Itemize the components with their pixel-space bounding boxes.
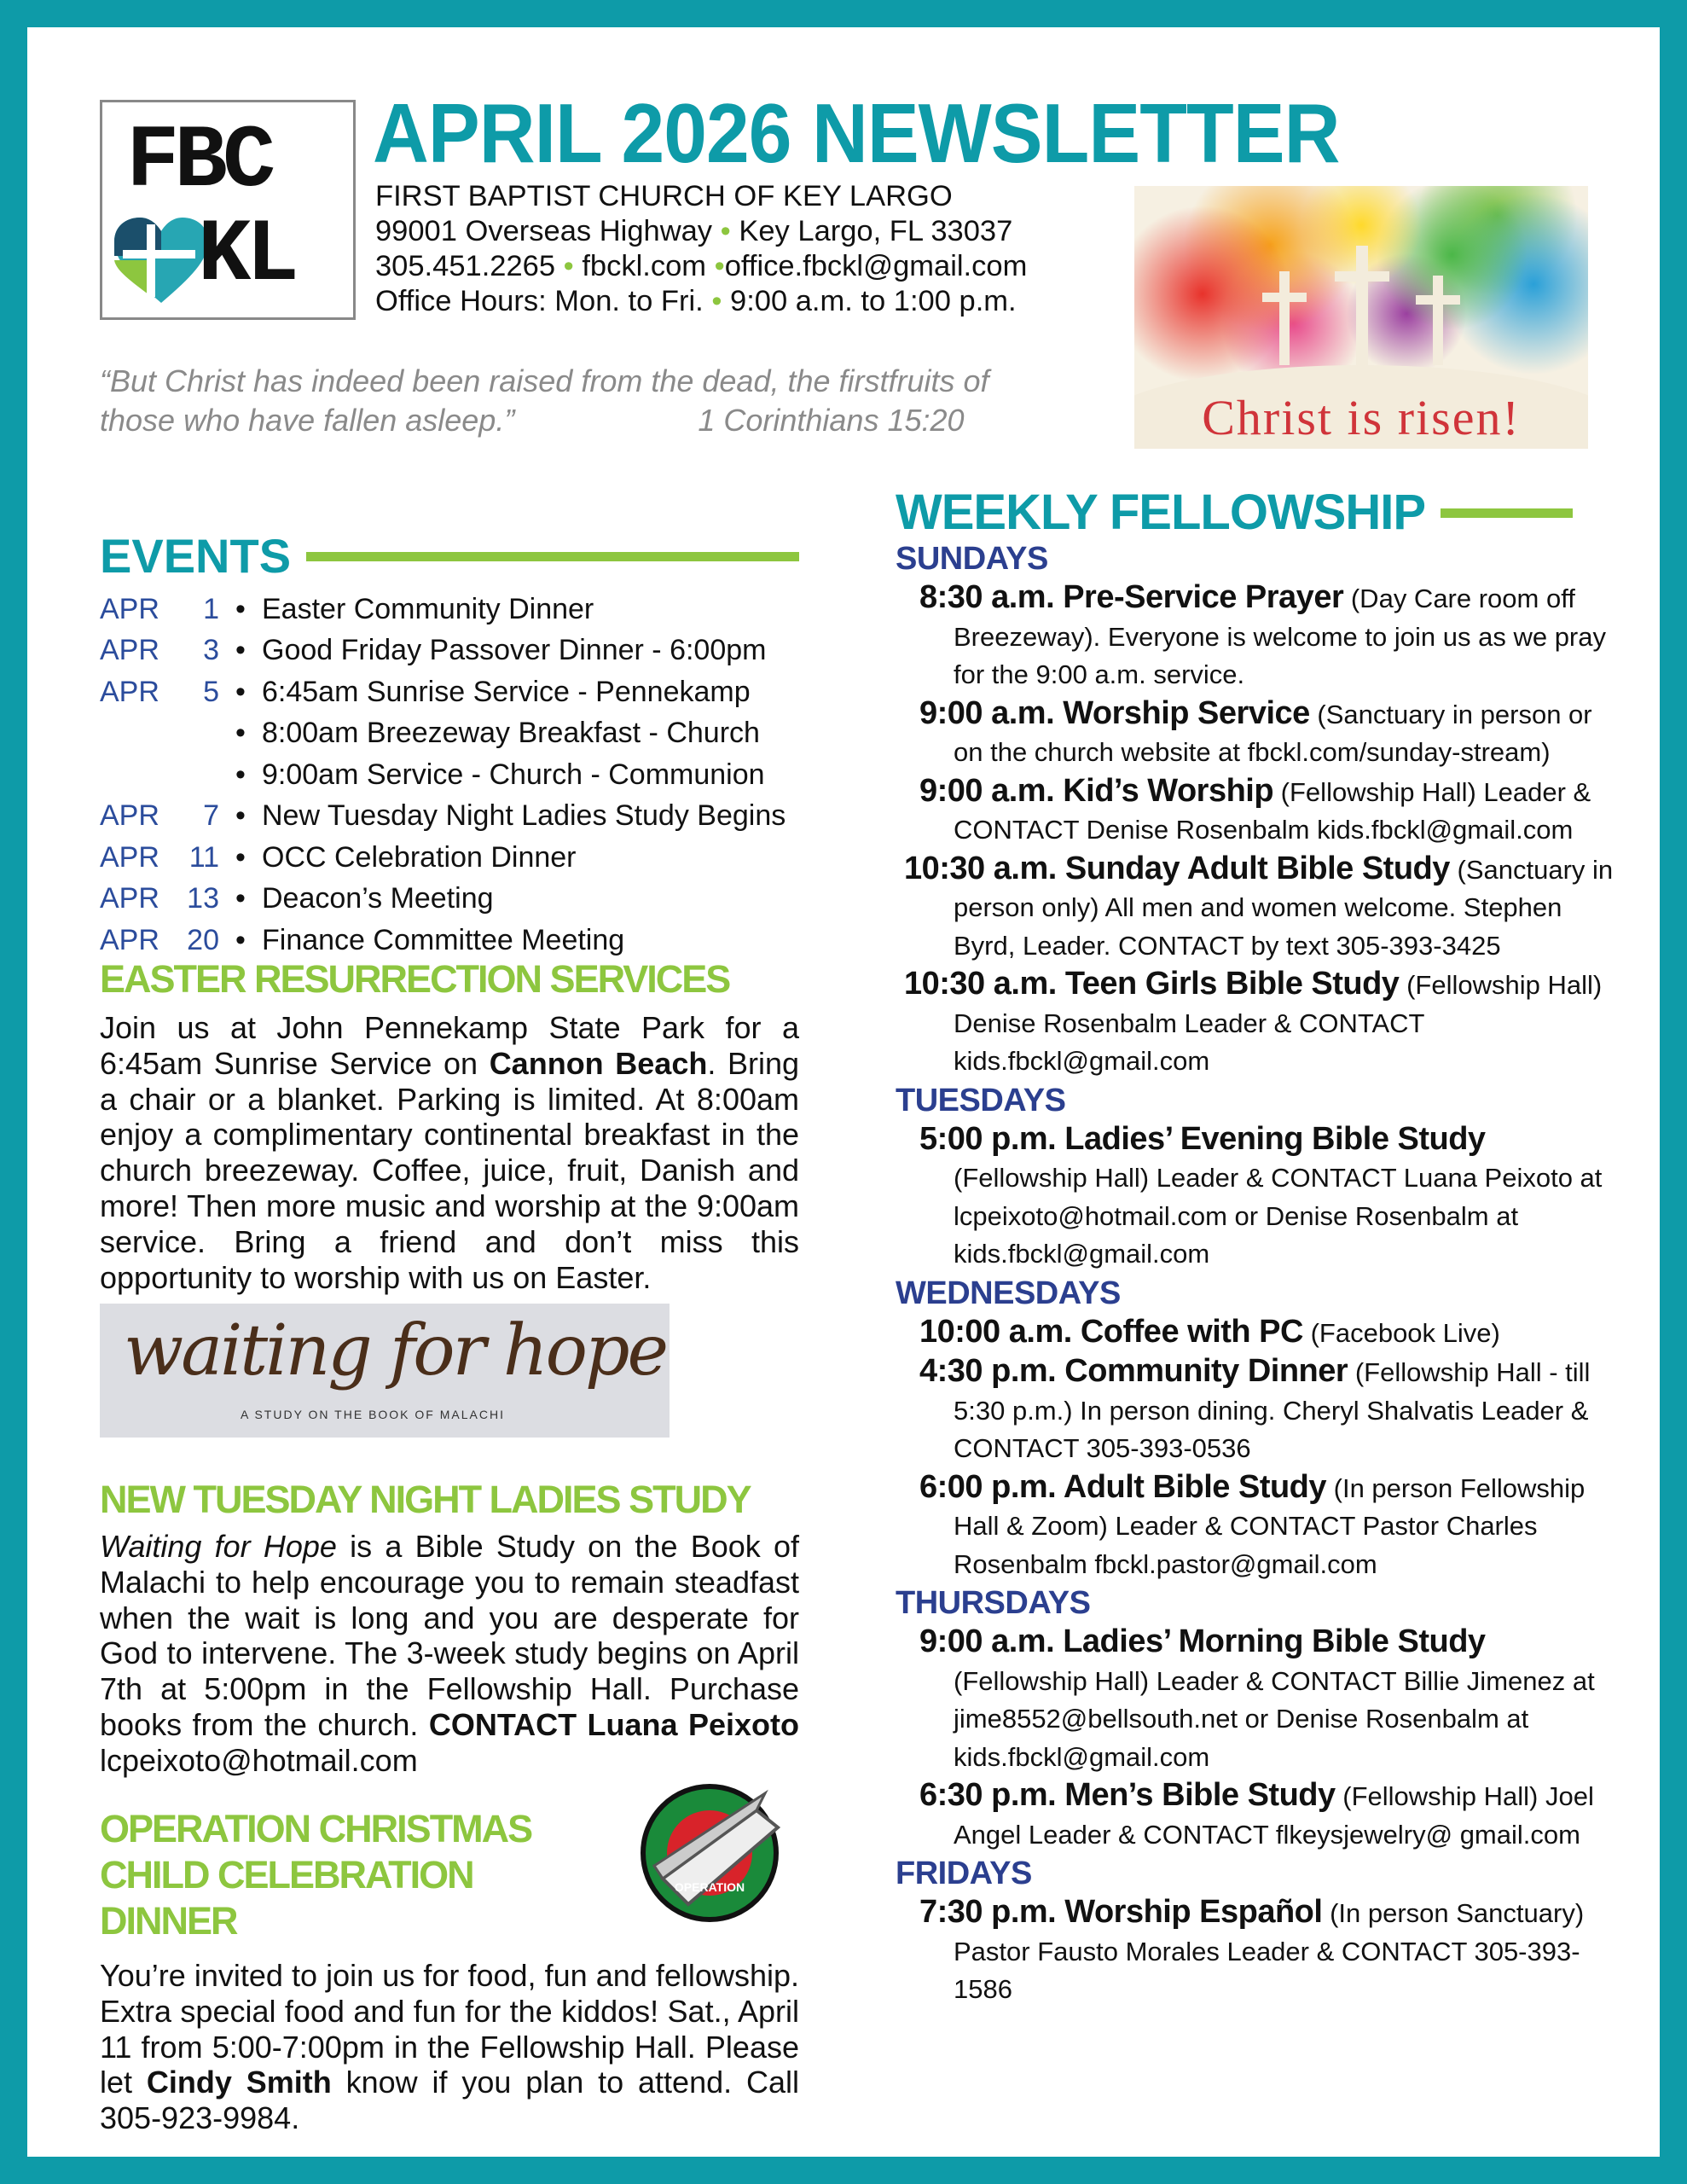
fellowship-item — [896, 1120, 1620, 1274]
event-row — [100, 796, 850, 838]
occ-heading: OPERATION CHRISTMAS — [100, 1807, 532, 1850]
event-day: 5 — [203, 675, 219, 708]
bullet: • — [235, 758, 246, 791]
fellowship-item — [896, 694, 1620, 772]
occ-text: You’re invited to join us for food, fun and fellowship. Extra special food and fun for the kiddos! Sat., April 11 from 5:00-7:00pm in the Fellowship Hall. Please let Cindy Smith know if you plan to attend. Call 305-923-9984. — [100, 1958, 799, 2136]
event-day: 13 — [187, 882, 219, 915]
item-detail: (Fellowship Hall) Joel Angel Leader & CONTACT flkeysjewelry@ gmail.com — [954, 1781, 1594, 1850]
bullet: • — [235, 592, 246, 625]
event-month: APR — [100, 840, 159, 874]
item-title: 7:30 p.m. Worship Español — [919, 1894, 1323, 1930]
scripture-quote — [100, 362, 989, 440]
bullet: • — [235, 923, 246, 956]
item-detail: (Sanctuary in person or on the church website at fbckl.com/sunday-stream) — [954, 699, 1592, 767]
item-detail: (Day Care room off Breezeway). Everyone is welcome to join us as we pray for the 9:00 a.m. service. — [954, 584, 1606, 689]
event-month: APR — [100, 799, 159, 833]
item-title: 10:30 a.m. Teen Girls Bible Study — [904, 966, 1400, 1002]
ladies-study-text: Waiting for Hope is a Bible Study on the Book of Malachi to help encourage you to remain steadfast when the wait is long and you are desperate for God to intervene. The 3-week study begins on April 7th at 5:00pm in the Fellowship Hall. Purchase books from the church. CONTACT Luana Peixoto lcpeixoto@hotmail.com — [100, 1529, 800, 1778]
event-month: APR — [100, 675, 159, 708]
event-month: APR — [100, 882, 159, 915]
email-link[interactable]: office.fbckl@gmail.com — [724, 250, 1028, 282]
easter-heading: EASTER RESURRECTION SERVICES — [100, 957, 730, 1001]
event-row — [100, 589, 850, 630]
item-title: 9:00 a.m. Ladies’ Morning Bible Study — [919, 1623, 1486, 1659]
day-heading: SUNDAYS — [896, 541, 1048, 577]
item-detail: (Fellowship Hall) Leader & CONTACT Billie Jimenez at jime8552@bellsouth.net or Denise Rosenbalm at kids.fbckl@gmail.com — [954, 1665, 1595, 1772]
three-crosses-icon — [1254, 237, 1475, 374]
newsletter-title: APRIL 2026 NEWSLETTER — [373, 86, 1340, 180]
bullet: • — [235, 840, 246, 874]
event-title: New Tuesday Night Ladies Study Begins — [262, 799, 786, 833]
events-heading: EVENTS — [100, 529, 292, 583]
event-day: 1 — [203, 592, 219, 625]
easter-text: Join us at John Pennekamp State Park for a 6:45am Sunrise Service on Cannon Beach. Bring a chair or a blanket. Parking is limited. At 8:00am enjoy a complimentary continental breakfast in the church breezeway. Coffee, juice, fruit, Danish and more! Then more music and worship at the 9:00am service. Bring a friend and don’t miss this opportunity to worship with us on Easter. — [100, 1010, 800, 1295]
bullet: • — [235, 882, 246, 915]
banner-script: waiting for hope — [124, 1310, 667, 1391]
svg-text:OPERATION: OPERATION — [674, 1880, 745, 1894]
fellowship-item — [896, 578, 1620, 694]
day-heading: WEDNESDAYS — [896, 1275, 1121, 1311]
image-caption: Christ is risen! — [1202, 390, 1521, 445]
church-contact-block: FIRST BAPTIST CHURCH OF KEY LARGO 99001 Overseas Highway • Key Largo, FL 33037 305.451.2265 • fbckl.com •office.fbckl@gmail.com Office Hours: Mon. to Fri. • 9:00 a.m. to 1:00 p.m. — [375, 180, 1028, 317]
event-day: 3 — [203, 634, 219, 667]
fellowship-item — [896, 1623, 1620, 1776]
event-title: Good Friday Passover Dinner - 6:00pm — [262, 634, 767, 667]
heart-cross-icon — [114, 218, 208, 307]
event-row — [100, 879, 850, 921]
bullet: • — [235, 634, 246, 667]
item-title: 4:30 p.m. Community Dinner — [919, 1353, 1348, 1389]
occ-heading: DINNER — [100, 1899, 237, 1943]
event-title: Finance Committee Meeting — [262, 923, 625, 956]
item-title: 5:00 p.m. Ladies’ Evening Bible Study — [919, 1120, 1486, 1157]
item-title: 6:00 p.m. Adult Bible Study — [919, 1468, 1327, 1505]
fellowship-item — [896, 1468, 1620, 1584]
event-row — [100, 630, 850, 672]
item-detail: (Fellowship Hall - till 5:30 p.m.) In person dining. Cheryl Shalvatis Leader & CONTACT 305-393-0536 — [954, 1357, 1591, 1463]
item-detail: (Fellowship Hall) Leader & CONTACT Luana Peixoto at lcpeixoto@hotmail.com or Denise Rosenbalm at kids.fbckl@gmail.com — [954, 1163, 1603, 1269]
hours-label: Office Hours: Mon. to Fri. — [375, 285, 704, 317]
fellowship-item — [896, 772, 1620, 850]
church-name: FIRST BAPTIST CHURCH OF KEY LARGO — [375, 180, 953, 212]
item-title: 10:00 a.m. Coffee with PC — [919, 1313, 1303, 1350]
event-row — [100, 713, 850, 755]
weekly-fellowship-section — [896, 485, 1620, 2009]
fellowship-item — [896, 1352, 1620, 1468]
event-day: 11 — [188, 840, 219, 874]
event-title: OCC Celebration Dinner — [262, 840, 577, 874]
ladies-study-section — [100, 1478, 799, 1779]
event-row — [100, 837, 850, 879]
quote-reference: 1 Corinthians 15:20 — [698, 403, 965, 438]
fellowship-item — [896, 1893, 1620, 2009]
ladies-study-heading: NEW TUESDAY NIGHT LADIES STUDY — [100, 1478, 751, 1521]
event-row — [100, 754, 850, 796]
quote-line: “But Christ has indeed been raised from the dead, the firstfruits of — [100, 363, 989, 398]
fellowship-item — [896, 965, 1620, 1081]
fellowship-item — [896, 1776, 1620, 1854]
day-heading: FRIDAYS — [896, 1856, 1032, 1891]
event-row — [100, 920, 850, 961]
waiting-for-hope-banner — [100, 1304, 670, 1438]
bullet: • — [235, 675, 246, 708]
event-title: Easter Community Dinner — [262, 592, 594, 625]
event-row — [100, 671, 850, 713]
website-link[interactable]: fbckl.com — [582, 250, 707, 282]
item-detail: (In person Fellowship Hall & Zoom) Leader & CONTACT Pastor Charles Rosenbalm fbckl.pastor@gmail.com — [954, 1472, 1586, 1579]
operation-christmas-child-logo — [629, 1776, 799, 1926]
church-logo: FBC KL — [100, 100, 356, 320]
item-title: 10:30 a.m. Sunday Adult Bible Study — [904, 850, 1450, 886]
city: Key Largo, FL 33037 — [739, 215, 1013, 247]
day-heading: THURSDAYS — [896, 1585, 1091, 1621]
event-month: APR — [100, 634, 159, 667]
easter-section — [100, 957, 799, 1295]
address: 99001 Overseas Highway — [375, 215, 713, 247]
newsletter-page — [27, 27, 1660, 2157]
hours: 9:00 a.m. to 1:00 p.m. — [730, 285, 1017, 317]
item-detail: (Facebook Live) — [1302, 1317, 1500, 1348]
item-detail: (Fellowship Hall) Denise Rosenbalm Leader & CONTACT kids.fbckl@gmail.com — [954, 970, 1603, 1076]
event-day: 7 — [203, 799, 219, 833]
item-title: 9:00 a.m. Worship Service — [919, 694, 1310, 731]
event-month: APR — [100, 923, 159, 956]
event-title: 9:00am Service - Church - Communion — [262, 758, 765, 791]
item-detail: (In person Sanctuary) Pastor Fausto Morales Leader & CONTACT 305-393-1586 — [954, 1898, 1585, 2004]
event-month: APR — [100, 592, 159, 625]
day-heading: TUESDAYS — [896, 1082, 1066, 1118]
item-detail: (Sanctuary in person only) All men and women welcome. Stephen Byrd, Leader. CONTACT by text 305-393-3425 — [954, 854, 1614, 961]
event-day: 20 — [187, 923, 219, 956]
item-detail: (Fellowship Hall) Leader & CONTACT Denise Rosenbalm kids.fbckl@gmail.com — [954, 776, 1591, 845]
item-title: 9:00 a.m. Kid’s Worship — [919, 772, 1274, 809]
item-title: 6:30 p.m. Men’s Bible Study — [919, 1777, 1336, 1813]
event-title: 6:45am Sunrise Service - Pennekamp — [262, 675, 751, 708]
bullet: • — [235, 799, 246, 833]
fellowship-item — [896, 1313, 1620, 1353]
item-title: 8:30 a.m. Pre-Service Prayer — [919, 579, 1344, 615]
fellowship-item — [896, 850, 1620, 966]
fellowship-heading: WEEKLY FELLOWSHIP — [896, 485, 1426, 540]
event-title: 8:00am Breezeway Breakfast - Church — [262, 717, 760, 750]
occ-heading: CHILD CELEBRATION — [100, 1853, 473, 1896]
event-title: Deacon’s Meeting — [262, 882, 494, 915]
banner-subtitle: A STUDY ON THE BOOK OF MALACHI — [241, 1408, 505, 1421]
christ-is-risen-image — [1134, 186, 1588, 449]
phone: 305.451.2265 — [375, 250, 556, 282]
quote-line: those who have fallen asleep.” — [100, 403, 515, 438]
events-section — [100, 529, 850, 961]
bullet: • — [235, 717, 246, 750]
